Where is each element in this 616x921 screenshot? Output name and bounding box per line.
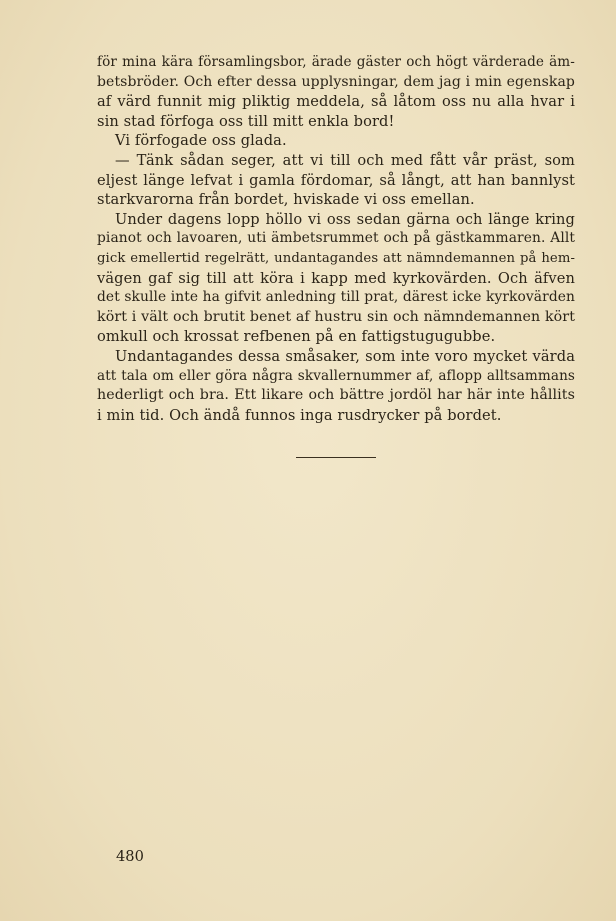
body-text <box>97 53 575 425</box>
text-line: för mina kära församlingsbor, ärade gäster och högt värderade äm- <box>97 54 575 70</box>
text-line: i min tid. Och ändå funnos inga rusdrycker på bordet. <box>97 406 502 424</box>
text-line: att tala om eller göra några skvallernummer af, aflopp alltsammans <box>97 367 575 384</box>
text-line: af värd funnit mig pliktig meddela, så låtom oss nu alla hvar i <box>97 93 575 111</box>
text-line: vägen gaf sig till att köra i kapp med kyrkovärden. Och äfven <box>97 269 575 287</box>
text-line: gick emellertid regelrätt, undantagandes att nämndemannen på hem- <box>97 250 575 266</box>
text-line: eljest länge lefvat i gamla fördomar, så långt, att han bannlyst <box>97 171 575 189</box>
section-divider <box>296 457 376 458</box>
text-line: sin stad förfoga oss till mitt enkla bord! <box>97 112 395 130</box>
text-line: det skulle inte ha gifvit anledning till prat, därest icke kyrkovärden <box>97 289 575 306</box>
text-line: starkvarorna från bordet, hviskade vi oss emellan. <box>97 191 475 209</box>
text-line: omkull och krossat refbenen på en fattigstugugubbe. <box>97 328 496 346</box>
text-line: pianot och lavoaren, uti ämbetsrummet och på gästkammaren. Allt <box>97 230 575 247</box>
text-line: hederligt och bra. Ett likare och bättre jordöl har här inte hållits <box>97 387 575 404</box>
text-line: Vi förfogade oss glada. <box>115 132 287 150</box>
text-line: Under dagens lopp höllo vi oss sedan gärna och länge kring <box>115 210 575 228</box>
text-line: betsbröder. Och efter dessa upplysningar, dem jag i min egenskap <box>97 73 575 90</box>
text-line: — Tänk sådan seger, att vi till och med fått vår präst, som <box>115 151 575 169</box>
text-line: Undantagandes dessa småsaker, som inte voro mycket värda <box>115 347 575 365</box>
text-line: kört i vält och brutit benet af hustru sin och nämndemannen kört <box>97 308 575 325</box>
page-number: 480 <box>116 848 144 865</box>
